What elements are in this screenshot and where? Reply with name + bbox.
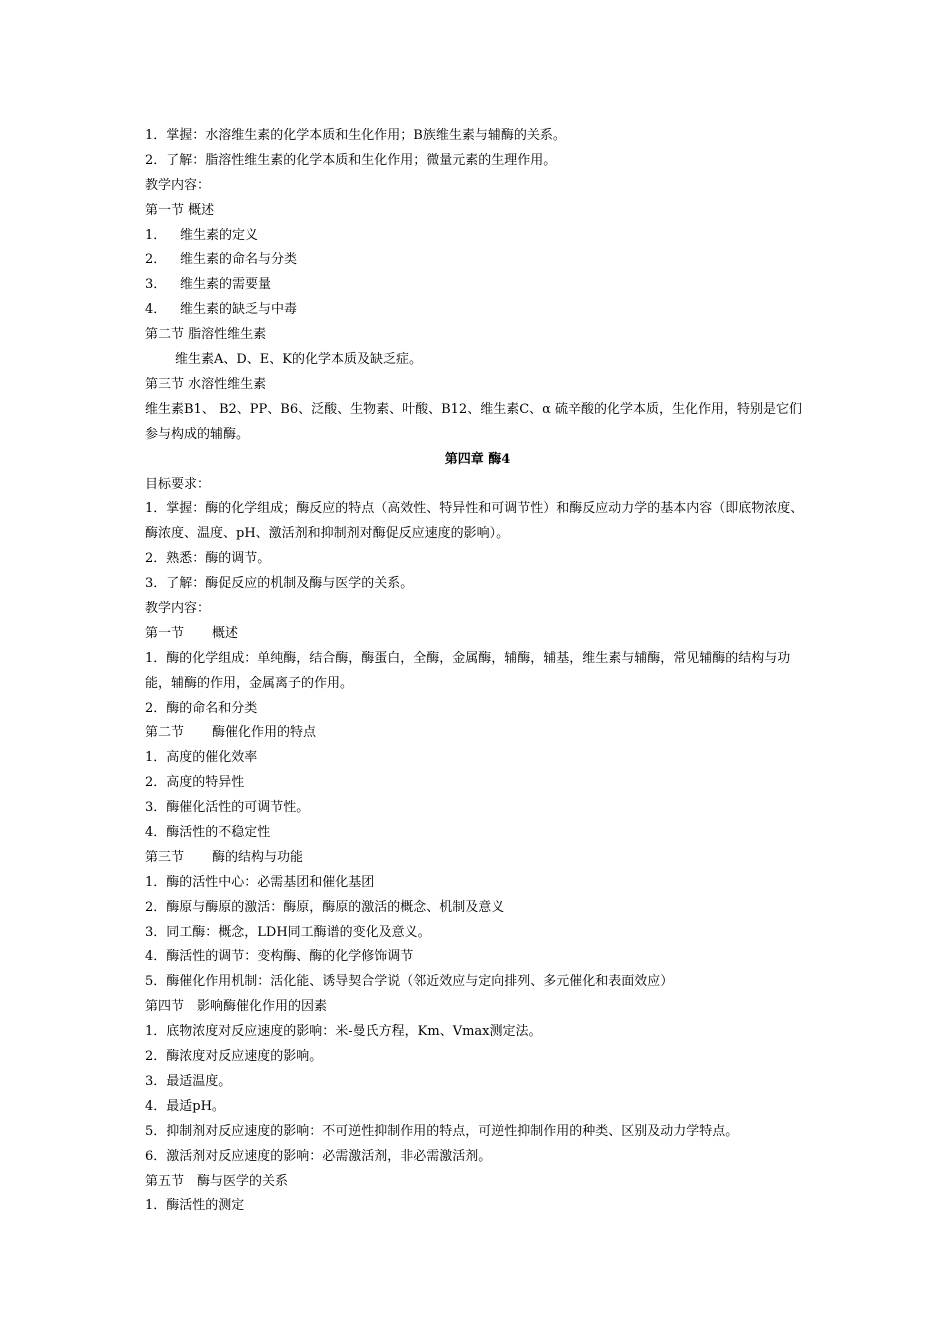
section-label: 第一节 <box>145 625 185 641</box>
list-item: 1．底物浓度对反应速度的影响：米-曼氏方程，Km、Vmax测定法。 <box>145 1024 542 1040</box>
list-item <box>145 224 810 249</box>
item-number: 4． <box>145 302 167 318</box>
section-title <box>145 846 810 871</box>
teaching-content-label: 教学内容： <box>145 177 211 193</box>
chapter-title: 第四章 酶4 <box>444 451 511 467</box>
list-item: 2．高度的特异性 <box>145 775 245 791</box>
list-item: 5．抑制剂对反应速度的影响：不可逆性抑制作用的特点，可逆性抑制作用的种类、区别及动力学特点。 <box>145 1123 739 1139</box>
item-number: 1． <box>145 227 167 243</box>
item-number: 3． <box>145 277 167 293</box>
objective-line: 3．了解：酶促反应的机制及酶与医学的关系。 <box>145 576 414 592</box>
list-item: 1．酶活性的测定 <box>145 1198 245 1214</box>
item-text: 维生素的需要量 <box>180 277 272 293</box>
list-item <box>145 273 810 298</box>
section-label: 第三节 <box>145 849 185 865</box>
list-item: 6．激活剂对反应速度的影响：必需激活剂，非必需激活剂。 <box>145 1148 492 1164</box>
section-title: 第三节 水溶性维生素 <box>145 376 267 392</box>
objective-line: 2．熟悉：酶的调节。 <box>145 551 271 567</box>
list-item <box>145 248 810 273</box>
section-name: 酶催化作用的特点 <box>212 725 317 741</box>
list-item: 3．同工酶：概念，LDH同工酶谱的变化及意义。 <box>145 924 431 940</box>
list-item: 3．最适温度。 <box>145 1073 232 1089</box>
list-item: 3．酶催化活性的可调节性。 <box>145 800 310 816</box>
section-label: 第二节 <box>145 725 185 741</box>
list-item: 2．酶浓度对反应速度的影响。 <box>145 1049 323 1065</box>
section-title: 第五节 酶与医学的关系 <box>145 1173 289 1189</box>
list-item: 1．酶的化学组成：单纯酶，结合酶，酶蛋白，全酶，金属酶，辅酶，辅基，维生素与辅酶，常见辅酶的结构与功能，辅酶的作用，金属离子的作用。 <box>145 650 791 691</box>
section-title <box>145 721 810 746</box>
section-text: 维生素A、D、E、K的化学本质及缺乏症。 <box>175 352 423 368</box>
list-item: 2．酶原与酶原的激活：酶原，酶原的激活的概念、机制及意义 <box>145 899 505 915</box>
section-name: 酶的结构与功能 <box>212 849 304 865</box>
objective-line: 2．了解：脂溶性维生素的化学本质和生化作用；微量元素的生理作用。 <box>145 152 557 168</box>
item-text: 维生素的定义 <box>180 227 259 243</box>
list-item: 2．酶的命名和分类 <box>145 700 258 716</box>
item-number: 2． <box>145 252 167 268</box>
list-item: 1．高度的催化效率 <box>145 750 258 766</box>
section-title <box>145 622 810 647</box>
section-title: 第二节 脂溶性维生素 <box>145 327 267 343</box>
section-title: 第一节 概述 <box>145 202 215 218</box>
list-item <box>145 298 810 323</box>
list-item: 4．酶活性的不稳定性 <box>145 825 271 841</box>
list-item: 1．酶的活性中心：必需基团和催化基团 <box>145 874 375 890</box>
item-text: 维生素的命名与分类 <box>180 252 298 268</box>
item-text: 维生素的缺乏与中毒 <box>180 302 298 318</box>
list-item: 4．酶活性的调节：变构酶、酶的化学修饰调节 <box>145 949 414 965</box>
objective-line: 1．掌握：水溶维生素的化学本质和生化作用；B族维生素与辅酶的关系。 <box>145 128 566 143</box>
section-name: 概述 <box>212 625 239 641</box>
list-item: 5．酶催化作用机制：活化能、诱导契合学说（邻近效应与定向排列、多元催化和表面效应） <box>145 974 674 990</box>
list-item: 4．最适pH。 <box>145 1098 225 1114</box>
objective-line: 1．掌握：酶的化学组成；酶反应的特点（高效性、特异性和可调节性）和酶反应动力学的基本内容（即底物浓度、酶浓度、温度、pH、激活剂和抑制剂对酶促反应速度的影响）。 <box>145 501 804 542</box>
section-text: 维生素B1、 B2、PP、B6、泛酸、生物素、叶酸、B12、维生素C、α 硫辛酸的化学本质，生化作用，特别是它们参与构成的辅酶。 <box>145 401 803 442</box>
objectives-label: 目标要求： <box>145 476 211 492</box>
document-page <box>145 124 810 1219</box>
teaching-content-label: 教学内容： <box>145 600 211 616</box>
section-title: 第四节 影响酶催化作用的因素 <box>145 999 328 1015</box>
